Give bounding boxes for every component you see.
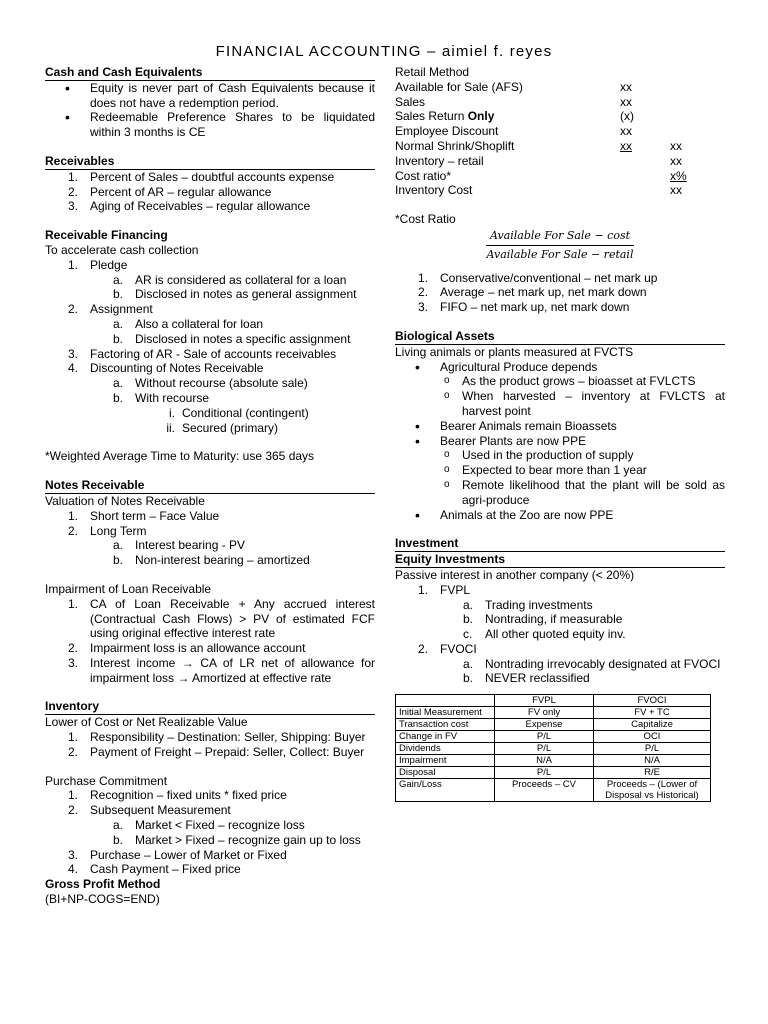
retail-row	[395, 169, 725, 184]
retail-c1: xx	[620, 94, 632, 109]
item-text: Conditional (contingent)	[182, 405, 309, 420]
retail-c1: xx	[620, 138, 632, 153]
table-cell: FV + TC	[594, 707, 711, 719]
bullet-icon: •	[415, 358, 420, 375]
retail-label	[395, 109, 620, 124]
item-text: Disclosed in notes as general assignment	[135, 287, 357, 302]
table-cell: N/A	[594, 755, 711, 767]
notes-long-b: b. Non-interest bearing – amortized	[113, 553, 310, 568]
retail-c2: xx	[670, 153, 682, 168]
retail-c2: xx	[670, 138, 682, 153]
cash-bullet-1	[45, 81, 375, 111]
table-row	[396, 731, 711, 743]
bullet-text: Bearer Animals remain Bioassets	[440, 418, 617, 433]
bio-heading: Biological Assets	[395, 329, 725, 345]
item-text: FIFO – net mark up, net mark down	[440, 300, 630, 315]
comparison-table	[395, 694, 711, 802]
item-text: CA of Loan Receivable + Any accrued interest (Contractual Cash Flows) > PV of estimated FCF using original effective interest rate	[90, 596, 375, 641]
item-text: Nontrading, if measurable	[485, 612, 623, 627]
item-text: Responsibility – Destination: Seller, Shipping: Buyer	[90, 730, 366, 745]
retail-row	[395, 95, 725, 110]
page-title: FINANCIAL ACCOUNTING – aimiel f. reyes	[215, 43, 553, 60]
circle-bullet-icon: o	[444, 478, 450, 490]
pc-item-1: 1. Recognition – fixed units * fixed price	[68, 788, 287, 803]
financing-intro: To accelerate cash collection	[45, 242, 199, 257]
table-cell: Proceeds – CV	[495, 779, 594, 802]
retail-row	[395, 154, 725, 169]
item-text: Interest income → CA of LR net of allowance for impairment loss → Amortized at effective rate	[90, 655, 375, 685]
item-text: FVOCI	[440, 641, 477, 656]
bio-sub-3	[395, 448, 725, 463]
formula-denominator: Available For Sale − retail	[486, 247, 634, 261]
item-text: Short term – Face Value	[90, 508, 220, 523]
item-text: Factoring of AR - Sale of accounts receivables	[90, 346, 337, 361]
cash-heading: Cash and Cash Equivalents	[45, 65, 375, 81]
item-text: With recourse	[135, 390, 210, 405]
investment-intro: Passive interest in another company (< 20%)	[395, 567, 635, 582]
table-header-row	[396, 695, 711, 707]
notes-imp-1: 1. CA of Loan Receivable + Any accrued interest (Contractual Cash Flows) > PV of estimated FCF using original effective interest rate	[68, 596, 375, 641]
financing-disc-b-ii: ii. Secured (primary)	[166, 420, 279, 435]
item-text: Interest bearing - PV	[135, 538, 246, 553]
table-cell: P/L	[495, 743, 594, 755]
notes-short: 1. Short term – Face Value	[68, 508, 220, 523]
pc-item-2a: a. Market < Fixed – recognize loss	[113, 818, 305, 833]
retail-c1	[620, 154, 670, 169]
retail-c1	[620, 169, 670, 184]
financing-disc-a: a. Without recourse (absolute sale)	[113, 376, 308, 391]
table-cell: FV only	[495, 707, 594, 719]
formula-numerator: Available For Sale − cost	[486, 229, 634, 246]
item-text: Percent of Sales – doubtful accounts expense	[90, 169, 335, 184]
bullet-icon: •	[65, 79, 70, 96]
item-text: Also a collateral for loan	[135, 316, 264, 331]
bullet-icon: •	[415, 432, 420, 449]
pc-item-2b: b. Market > Fixed – recognize gain up to loss	[113, 832, 361, 847]
item-text: Nontrading irrevocably designated at FVOCI	[485, 656, 721, 671]
circle-bullet-icon: o	[444, 464, 450, 476]
bio-sub-5	[395, 478, 725, 508]
financing-factoring: 3. Factoring of AR - Sale of accounts receivables	[68, 346, 337, 361]
pc-item-4: 4. Cash Payment – Fixed price	[68, 862, 241, 877]
bio-sub-1	[395, 374, 725, 389]
bullet-text: When harvested – inventory at FVLCTS at harvest point	[462, 389, 725, 418]
bullet-text: Remote likelihood that the plant will be sold as agri-produce	[462, 477, 725, 507]
cost-ratio-label: *Cost Ratio	[395, 212, 456, 227]
financing-heading: Receivable Financing	[45, 228, 168, 243]
retail-c2	[670, 124, 720, 139]
table-row	[396, 767, 711, 779]
bio-bullet-3	[395, 434, 725, 449]
table-row	[396, 707, 711, 719]
item-text: Recognition – fixed units * fixed price	[90, 788, 287, 803]
financing-disc-b: b. With recourse	[113, 390, 210, 405]
financing-note: *Weighted Average Time to Maturity: use 365 days	[45, 449, 315, 464]
receivables-item-2: 2. Percent of AR – regular allowance	[68, 184, 272, 199]
retail-c1: xx	[620, 79, 632, 94]
item-text: Pledge	[90, 257, 128, 272]
bullet-text: Used in the production of supply	[462, 448, 634, 463]
retail-row	[395, 124, 725, 139]
inv-fvoci-a: a. Nontrading irrevocably designated at FVOCI	[463, 656, 721, 671]
item-text: All other quoted equity inv.	[485, 627, 626, 642]
table-row	[396, 755, 711, 767]
bullet-text: Bearer Plants are now PPE	[440, 433, 587, 448]
item-text: Long Term	[90, 523, 147, 538]
item-text: Secured (primary)	[182, 420, 279, 435]
item-text: Payment of Freight – Prepaid: Seller, Collect: Buyer	[90, 744, 365, 759]
table-row	[396, 779, 711, 802]
table-cell: Dividends	[396, 743, 495, 755]
retail-c1: xx	[620, 124, 632, 139]
investment-heading: Investment	[395, 536, 725, 552]
gross-profit-heading: Gross Profit Method	[45, 877, 161, 892]
retail-row	[395, 80, 725, 95]
retail-label: Sales	[395, 94, 426, 109]
equity-investments-heading: Equity Investments	[395, 552, 725, 568]
table-header-cell: FVPL	[495, 695, 594, 707]
retail-method-1: 1. Conservative/conventional – net mark up	[418, 270, 658, 285]
financing-pledge: 1. Pledge	[68, 257, 128, 272]
item-text: Subsequent Measurement	[90, 803, 231, 818]
item-text: Discounting of Notes Receivable	[90, 361, 264, 376]
retail-label: Available for Sale (AFS)	[395, 79, 523, 94]
bullet-text: Equity is never part of Cash Equivalents because it does not have a redemption period.	[90, 80, 375, 110]
table-cell: OCI	[594, 731, 711, 743]
table-cell: R/E	[594, 767, 711, 779]
inventory-item-1: 1. Responsibility – Destination: Seller, Shipping: Buyer	[68, 730, 366, 745]
receivables-heading: Receivables	[45, 154, 375, 170]
table-cell: Initial Measurement	[396, 707, 495, 719]
table-cell: Transaction cost	[396, 719, 495, 731]
notes-valuation: Valuation of Notes Receivable	[45, 493, 205, 508]
inv-fvpl-a: a. Trading investments	[463, 597, 593, 612]
notes-long: 2. Long Term	[68, 523, 147, 538]
pc-item-2: 2. Subsequent Measurement	[68, 803, 231, 818]
table-cell: Gain/Loss	[396, 779, 495, 802]
item-text: Purchase – Lower of Market or Fixed	[90, 847, 287, 862]
table-cell: P/L	[594, 743, 711, 755]
pc-item-3: 3. Purchase – Lower of Market or Fixed	[68, 847, 287, 862]
bullet-text: As the product grows – bioasset at FVLCTS	[462, 374, 696, 389]
inv-fvoci-b: b. NEVER reclassified	[463, 671, 590, 686]
table-header-cell: FVOCI	[594, 695, 711, 707]
table-cell: Capitalize	[594, 719, 711, 731]
circle-bullet-icon: o	[444, 390, 450, 402]
item-text: Trading investments	[485, 597, 593, 612]
gross-profit-formula: (BI+NP-COGS=END)	[45, 892, 160, 907]
item-text: Aging of Receivables – regular allowance	[90, 199, 311, 214]
bullet-text: Animals at the Zoo are now PPE	[440, 507, 614, 522]
bullet-text: Expected to bear more than 1 year	[462, 463, 647, 478]
inv-fvpl-c: c. All other quoted equity inv.	[463, 627, 626, 642]
retail-label: Cost ratio*	[395, 168, 452, 183]
receivables-item-1: 1. Percent of Sales – doubtful accounts expense	[68, 169, 335, 184]
receivables-item-3: 3. Aging of Receivables – regular allowance	[68, 199, 311, 214]
bullet-text: Agricultural Produce depends	[440, 359, 598, 374]
table-row	[396, 719, 711, 731]
table-cell: N/A	[495, 755, 594, 767]
item-text: Assignment	[90, 302, 153, 317]
financing-assign-a: a. Also a collateral for loan	[113, 316, 264, 331]
bio-sub-4	[395, 463, 725, 478]
item-text: Percent of AR – regular allowance	[90, 184, 272, 199]
circle-bullet-icon: o	[444, 375, 450, 387]
bullet-icon: •	[65, 109, 70, 126]
table-cell: P/L	[495, 731, 594, 743]
inv-fvoci: 2. FVOCI	[418, 641, 477, 656]
bullet-text: Redeemable Preference Shares to be liquidated within 3 months is CE	[90, 110, 375, 140]
retail-c2	[670, 80, 720, 95]
item-text: AR is considered as collateral for a loan	[135, 272, 347, 287]
notes-imp-2: 2. Impairment loss is an allowance account	[68, 641, 306, 656]
item-text: Average – net mark up, net mark down	[440, 285, 647, 300]
financing-discounting: 4. Discounting of Notes Receivable	[68, 361, 264, 376]
retail-label: Inventory – retail	[395, 153, 484, 168]
inv-fvpl-b: b. Nontrading, if measurable	[463, 612, 623, 627]
retail-c2	[670, 109, 720, 124]
right-column	[395, 65, 725, 802]
bullet-icon: •	[415, 506, 420, 523]
retail-label-pre: Sales Return	[395, 109, 468, 124]
retail-c2: x%	[670, 168, 687, 183]
circle-bullet-icon: o	[444, 449, 450, 461]
bio-bullet-2	[395, 419, 725, 434]
inv-fvpl: 1. FVPL	[418, 582, 471, 597]
left-column	[45, 65, 375, 907]
notes-long-a: a. Interest bearing - PV	[113, 538, 246, 553]
cash-bullet-2	[45, 110, 375, 140]
table-cell: P/L	[495, 767, 594, 779]
retail-row	[395, 139, 725, 154]
bio-bullet-1	[395, 360, 725, 375]
retail-row	[395, 109, 725, 124]
financing-assignment: 2. Assignment	[68, 302, 153, 317]
item-text: FVPL	[440, 582, 471, 597]
inventory-item-2: 2. Payment of Freight – Prepaid: Seller, Collect: Buyer	[68, 744, 365, 759]
table-cell: Impairment	[396, 755, 495, 767]
financing-assign-b: b. Disclosed in notes a specific assignment	[113, 331, 351, 346]
retail-c1	[620, 183, 670, 198]
retail-method-3: 3. FIFO – net mark up, net mark down	[418, 300, 630, 315]
table-cell: Disposal	[396, 767, 495, 779]
financing-pledge-b: b. Disclosed in notes as general assignment	[113, 287, 357, 302]
item-text: Non-interest bearing – amortized	[135, 553, 310, 568]
inventory-lcnrv: Lower of Cost or Net Realizable Value	[45, 715, 248, 730]
retail-title: Retail Method	[395, 65, 470, 79]
retail-row	[395, 183, 725, 198]
retail-c2	[670, 95, 720, 110]
table-cell: Expense	[495, 719, 594, 731]
retail-c2: xx	[670, 183, 682, 198]
item-text: Cash Payment – Fixed price	[90, 862, 241, 877]
bio-intro: Living animals or plants measured at FVCTS	[395, 344, 634, 359]
item-text: NEVER reclassified	[485, 671, 590, 686]
retail-label: Employee Discount	[395, 124, 499, 139]
retail-label-bold: Only	[467, 109, 495, 124]
table-header-cell	[396, 695, 495, 707]
notes-imp-3: 3. Interest income → CA of LR net of allowance for impairment loss → Amortized at effective rate	[68, 655, 375, 685]
item-text: Market > Fixed – recognize gain up to loss	[135, 832, 361, 847]
retail-method-2: 2. Average – net mark up, net mark down	[418, 285, 647, 300]
bio-bullet-4	[395, 508, 725, 523]
item-text: Market < Fixed – recognize loss	[135, 818, 305, 833]
notes-heading: Notes Receivable	[45, 478, 375, 494]
item-text: Disclosed in notes a specific assignment	[135, 331, 351, 346]
purchase-commitment: Purchase Commitment	[45, 773, 168, 788]
table-cell: Change in FV	[396, 731, 495, 743]
cost-ratio-formula	[395, 229, 725, 263]
retail-label: Normal Shrink/Shoplift	[395, 138, 515, 153]
table-row	[396, 743, 711, 755]
financing-pledge-a: a. AR is considered as collateral for a loan	[113, 272, 347, 287]
retail-label: Inventory Cost	[395, 183, 473, 198]
inventory-heading: Inventory	[45, 699, 375, 715]
item-text: Impairment loss is an allowance account	[90, 641, 306, 656]
item-text: Conservative/conventional – net mark up	[440, 270, 658, 285]
item-text: Without recourse (absolute sale)	[135, 376, 308, 391]
table-cell: Proceeds – (Lower of Disposal vs Historical)	[594, 779, 711, 802]
notes-impairment: Impairment of Loan Receivable	[45, 581, 212, 596]
financing-disc-b-i: i. Conditional (contingent)	[169, 405, 309, 420]
bio-sub-2	[395, 389, 725, 419]
bullet-icon: •	[415, 417, 420, 434]
retail-c1: (x)	[620, 109, 634, 124]
